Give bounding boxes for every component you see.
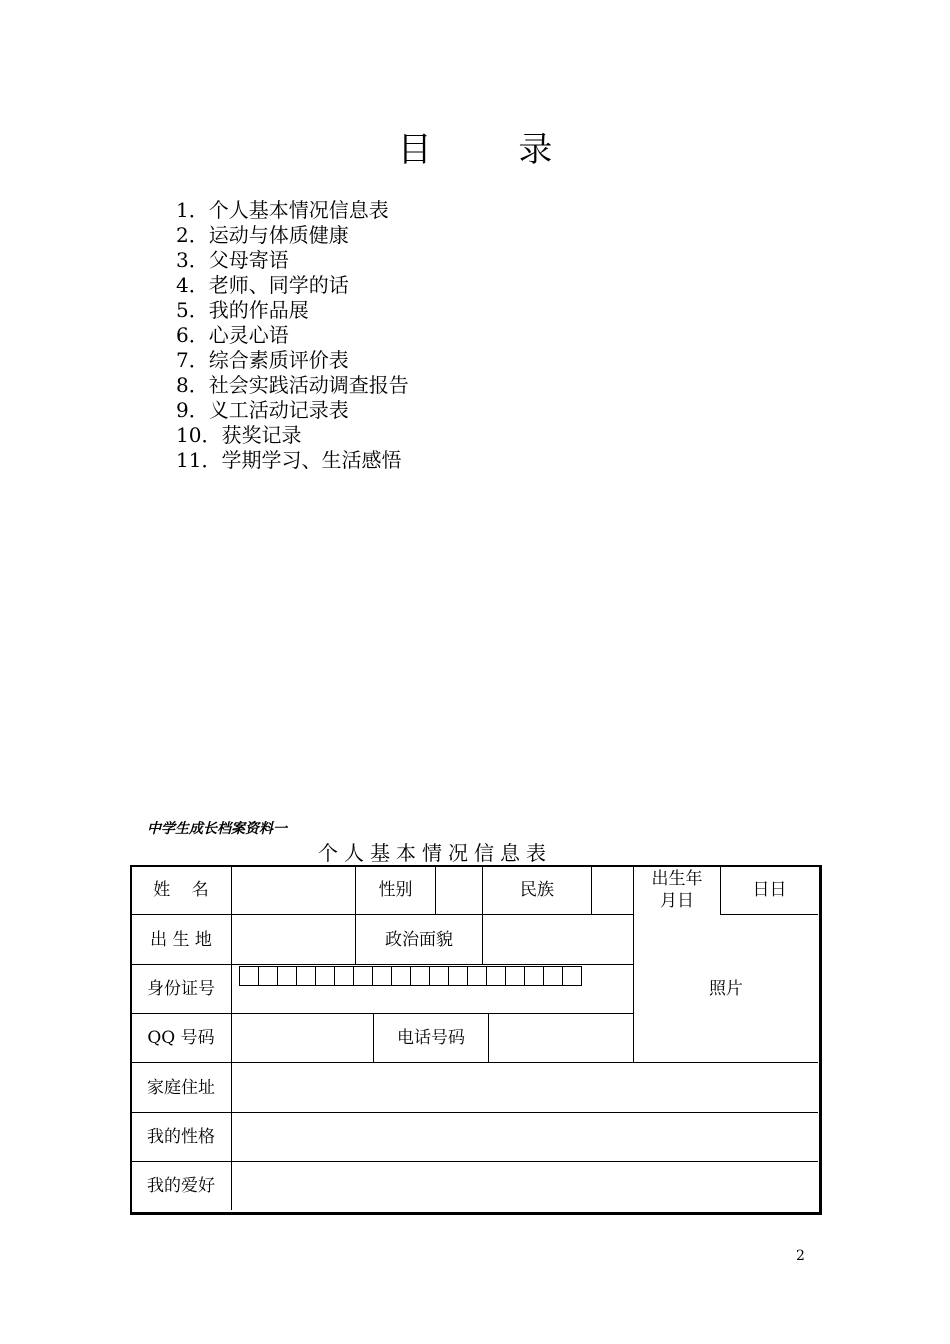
id-number-label: 身份证号 (147, 979, 215, 999)
qq-field[interactable] (232, 1014, 373, 1062)
birthplace-field[interactable] (232, 915, 355, 964)
id-digit-box[interactable] (391, 966, 410, 986)
id-digit-box[interactable] (239, 966, 258, 986)
phone-field[interactable] (489, 1014, 633, 1062)
political-status-field[interactable] (483, 915, 633, 964)
birthplace-label: 出 生 地 (150, 929, 212, 950)
toc-item: 4．老师、同学的话 (176, 273, 349, 297)
ethnicity-label: 民族 (520, 880, 554, 900)
id-digit-box[interactable] (315, 966, 334, 986)
address-label: 家庭住址 (147, 1077, 215, 1098)
id-digit-box[interactable] (296, 966, 315, 986)
name-field[interactable] (232, 866, 355, 914)
id-digit-box[interactable] (277, 966, 296, 986)
gender-label: 性别 (378, 880, 413, 900)
toc-title: 目 录 (397, 130, 591, 170)
id-digit-box[interactable] (372, 966, 391, 986)
toc-item: 3．父母寄语 (176, 248, 289, 272)
ethnicity-field[interactable] (592, 866, 633, 914)
id-digit-box[interactable] (258, 966, 277, 986)
id-digit-box[interactable] (467, 966, 486, 986)
qq-label: QQ 号码 (147, 1028, 215, 1048)
id-digit-box[interactable] (524, 966, 543, 986)
address-field[interactable] (232, 1063, 818, 1112)
birth-date-field[interactable]: 日日 (752, 880, 787, 900)
id-digit-box[interactable] (448, 966, 467, 986)
id-digit-box[interactable] (562, 966, 582, 986)
personality-field[interactable] (232, 1113, 818, 1161)
id-digit-box[interactable] (334, 966, 353, 986)
form-title: 个人基本情况信息表 (318, 841, 552, 865)
photo-area[interactable]: 照片 (709, 978, 743, 999)
toc-item: 8．社会实践活动调查报告 (176, 373, 409, 397)
toc-item: 9．义工活动记录表 (176, 398, 349, 422)
id-digit-box[interactable] (505, 966, 524, 986)
toc-item: 11．学期学习、生活感悟 (176, 448, 402, 472)
birth-date-label: 出生年月日 (651, 869, 703, 911)
phone-label: 电话号码 (397, 1028, 465, 1048)
id-digit-box[interactable] (410, 966, 429, 986)
toc-item: 1．个人基本情况信息表 (176, 198, 389, 222)
id-digit-box[interactable] (429, 966, 448, 986)
hobbies-field[interactable] (232, 1162, 818, 1210)
id-digit-box[interactable] (486, 966, 505, 986)
id-digit-box[interactable] (353, 966, 372, 986)
gender-field[interactable] (436, 866, 482, 914)
toc-list (176, 198, 409, 473)
toc-item: 10．获奖记录 (176, 423, 302, 447)
political-status-label: 政治面貌 (385, 929, 453, 950)
toc-item: 6．心灵心语 (176, 323, 289, 347)
page-number: 2 (796, 1248, 805, 1264)
toc-item: 2．运动与体质健康 (176, 223, 349, 247)
hobbies-label: 我的爱好 (147, 1176, 215, 1196)
id-digit-box[interactable] (543, 966, 562, 986)
toc-item: 7．综合素质评价表 (176, 348, 349, 372)
id-number-boxes[interactable] (239, 966, 582, 986)
form-subtitle: 中学生成长档案资料一 (147, 821, 287, 837)
personality-label: 我的性格 (147, 1127, 215, 1147)
name-label: 姓 名 (153, 880, 209, 900)
toc-item: 5．我的作品展 (176, 298, 309, 322)
